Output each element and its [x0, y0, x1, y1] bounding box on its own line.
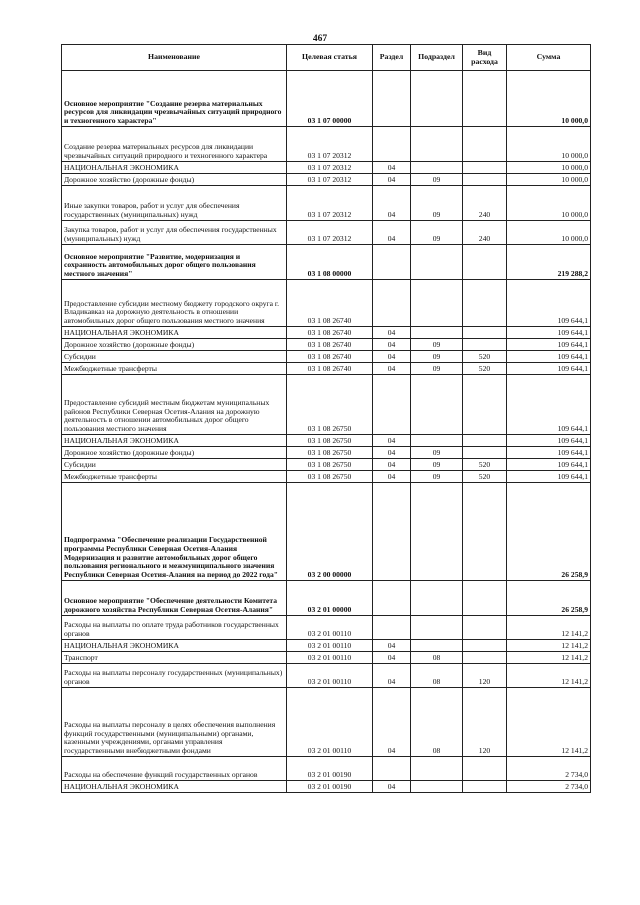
- cell-name: Субсидии: [62, 459, 287, 471]
- cell-subsection: 08: [411, 664, 463, 688]
- cell-target-code: 03 2 01 00110: [287, 664, 373, 688]
- cell-subsection: [411, 127, 463, 162]
- cell-subsection: [411, 71, 463, 127]
- cell-expense-type: [463, 71, 507, 127]
- cell-section: 04: [373, 781, 411, 793]
- cell-name: Межбюджетные трансферты: [62, 471, 287, 483]
- cell-section: 04: [373, 351, 411, 363]
- cell-section: [373, 280, 411, 327]
- cell-expense-type: 240: [463, 186, 507, 221]
- cell-subsection: [411, 483, 463, 581]
- cell-expense-type: 520: [463, 471, 507, 483]
- cell-sum: 10 000,0: [507, 186, 591, 221]
- cell-sum: 109 644,1: [507, 351, 591, 363]
- table-row: [62, 71, 591, 127]
- cell-expense-type: [463, 280, 507, 327]
- cell-target-code: 03 1 08 26750: [287, 447, 373, 459]
- cell-subsection: 08: [411, 688, 463, 757]
- table-row: [62, 447, 591, 459]
- cell-target-code: 03 2 01 00000: [287, 581, 373, 616]
- table-row: [62, 375, 591, 435]
- cell-name: Дорожное хозяйство (дорожные фонды): [62, 174, 287, 186]
- cell-subsection: [411, 245, 463, 280]
- header-name: Наименование: [62, 45, 287, 71]
- table-row: [62, 781, 591, 793]
- cell-sum: 10 000,0: [507, 221, 591, 245]
- cell-section: 04: [373, 339, 411, 351]
- cell-name: НАЦИОНАЛЬНАЯ ЭКОНОМИКА: [62, 435, 287, 447]
- cell-section: 04: [373, 471, 411, 483]
- cell-name: НАЦИОНАЛЬНАЯ ЭКОНОМИКА: [62, 640, 287, 652]
- cell-name: Основное мероприятие "Обеспечение деятельности Комитета дорожного хозяйства Республики Северная Осетия-Алания": [62, 581, 287, 616]
- cell-subsection: 09: [411, 471, 463, 483]
- table-row: [62, 616, 591, 640]
- cell-sum: 26 258,9: [507, 581, 591, 616]
- cell-expense-type: [463, 174, 507, 186]
- cell-section: [373, 375, 411, 435]
- cell-expense-type: [463, 652, 507, 664]
- cell-name: Расходы на выплаты персоналу государственных (муниципальных) органов: [62, 664, 287, 688]
- cell-section: 04: [373, 162, 411, 174]
- header-code: Целевая статья: [287, 45, 373, 71]
- cell-sum: 10 000,0: [507, 174, 591, 186]
- cell-subsection: 09: [411, 174, 463, 186]
- cell-sum: 10 000,0: [507, 127, 591, 162]
- table-row: [62, 581, 591, 616]
- cell-target-code: 03 1 08 26740: [287, 327, 373, 339]
- cell-target-code: 03 1 08 26740: [287, 363, 373, 375]
- table-row: [62, 174, 591, 186]
- cell-section: 04: [373, 664, 411, 688]
- cell-sum: 109 644,1: [507, 280, 591, 327]
- cell-subsection: 09: [411, 447, 463, 459]
- cell-target-code: 03 1 07 20312: [287, 162, 373, 174]
- table-row: [62, 327, 591, 339]
- cell-expense-type: [463, 447, 507, 459]
- cell-sum: 219 288,2: [507, 245, 591, 280]
- cell-section: 04: [373, 435, 411, 447]
- cell-sum: 12 141,2: [507, 640, 591, 652]
- header-subsection: Подраздел: [411, 45, 463, 71]
- page-number: 467: [312, 34, 328, 44]
- cell-sum: 10 000,0: [507, 71, 591, 127]
- table-row: [62, 127, 591, 162]
- cell-section: 04: [373, 221, 411, 245]
- cell-section: 04: [373, 186, 411, 221]
- cell-target-code: 03 1 08 26750: [287, 471, 373, 483]
- cell-name: НАЦИОНАЛЬНАЯ ЭКОНОМИКА: [62, 162, 287, 174]
- cell-expense-type: [463, 581, 507, 616]
- cell-name: Создание резерва материальных ресурсов для ликвидации чрезвычайных ситуаций природного и техногенного характера: [62, 127, 287, 162]
- cell-expense-type: [463, 339, 507, 351]
- cell-name: Предоставление субсидий местным бюджетам муниципальных районов Республики Северная Осетия-Алания на дорожную деятельность в отношении автомобильных дорог общего пользования местного значения: [62, 375, 287, 435]
- cell-expense-type: [463, 127, 507, 162]
- table-row: [62, 459, 591, 471]
- cell-expense-type: [463, 483, 507, 581]
- cell-subsection: [411, 327, 463, 339]
- header-row: [62, 45, 591, 71]
- cell-section: 04: [373, 688, 411, 757]
- cell-sum: 109 644,1: [507, 447, 591, 459]
- cell-subsection: [411, 581, 463, 616]
- cell-expense-type: [463, 435, 507, 447]
- table-row: [62, 351, 591, 363]
- cell-name: НАЦИОНАЛЬНАЯ ЭКОНОМИКА: [62, 327, 287, 339]
- cell-sum: 109 644,1: [507, 435, 591, 447]
- cell-section: [373, 245, 411, 280]
- cell-target-code: 03 2 01 00110: [287, 652, 373, 664]
- cell-subsection: [411, 280, 463, 327]
- table-row: [62, 652, 591, 664]
- table-row: [62, 435, 591, 447]
- table-row: [62, 471, 591, 483]
- cell-subsection: 09: [411, 186, 463, 221]
- table-row: [62, 162, 591, 174]
- cell-target-code: 03 2 01 00190: [287, 757, 373, 781]
- cell-target-code: 03 1 07 00000: [287, 71, 373, 127]
- cell-section: [373, 581, 411, 616]
- cell-sum: 109 644,1: [507, 339, 591, 351]
- table-body: [62, 71, 591, 793]
- cell-subsection: 09: [411, 339, 463, 351]
- table-row: [62, 245, 591, 280]
- cell-expense-type: 240: [463, 221, 507, 245]
- header-section: Раздел: [373, 45, 411, 71]
- cell-section: [373, 127, 411, 162]
- cell-target-code: 03 1 08 26740: [287, 280, 373, 327]
- cell-expense-type: [463, 375, 507, 435]
- cell-expense-type: [463, 245, 507, 280]
- cell-section: [373, 616, 411, 640]
- cell-section: [373, 71, 411, 127]
- cell-sum: 12 141,2: [507, 664, 591, 688]
- cell-name: Дорожное хозяйство (дорожные фонды): [62, 447, 287, 459]
- cell-subsection: [411, 640, 463, 652]
- cell-expense-type: 520: [463, 459, 507, 471]
- cell-expense-type: [463, 616, 507, 640]
- cell-sum: 2 734,0: [507, 757, 591, 781]
- cell-target-code: 03 2 01 00110: [287, 640, 373, 652]
- cell-target-code: 03 2 01 00110: [287, 688, 373, 757]
- cell-expense-type: [463, 327, 507, 339]
- cell-target-code: 03 1 07 20312: [287, 174, 373, 186]
- table-row: [62, 221, 591, 245]
- table-row: [62, 280, 591, 327]
- cell-section: 04: [373, 447, 411, 459]
- cell-sum: 10 000,0: [507, 162, 591, 174]
- cell-sum: 109 644,1: [507, 375, 591, 435]
- cell-sum: 109 644,1: [507, 327, 591, 339]
- cell-section: 04: [373, 363, 411, 375]
- cell-sum: 12 141,2: [507, 616, 591, 640]
- cell-sum: 109 644,1: [507, 363, 591, 375]
- cell-target-code: 03 1 07 20312: [287, 186, 373, 221]
- cell-subsection: 09: [411, 459, 463, 471]
- cell-expense-type: [463, 640, 507, 652]
- cell-section: [373, 757, 411, 781]
- cell-name: Расходы на выплаты по оплате труда работников государственных органов: [62, 616, 287, 640]
- table-row: [62, 640, 591, 652]
- table-row: [62, 186, 591, 221]
- cell-target-code: 03 1 07 20312: [287, 127, 373, 162]
- cell-subsection: 09: [411, 221, 463, 245]
- cell-name: Дорожное хозяйство (дорожные фонды): [62, 339, 287, 351]
- table-header: [62, 45, 591, 71]
- table-row: [62, 688, 591, 757]
- cell-target-code: 03 1 08 26750: [287, 435, 373, 447]
- cell-subsection: [411, 162, 463, 174]
- cell-name: Предоставление субсидии местному бюджету городского округа г. Владикавказ на дорожную деятельность в отношении автомобильных дорог общего пользования местного значения: [62, 280, 287, 327]
- cell-section: 04: [373, 327, 411, 339]
- cell-sum: 12 141,2: [507, 652, 591, 664]
- cell-name: НАЦИОНАЛЬНАЯ ЭКОНОМИКА: [62, 781, 287, 793]
- cell-target-code: 03 1 08 00000: [287, 245, 373, 280]
- cell-target-code: 03 1 08 26750: [287, 375, 373, 435]
- cell-target-code: 03 1 08 26740: [287, 351, 373, 363]
- cell-section: 04: [373, 652, 411, 664]
- cell-subsection: 09: [411, 363, 463, 375]
- cell-name: Закупка товаров, работ и услуг для обеспечения государственных (муниципальных) нужд: [62, 221, 287, 245]
- cell-section: 04: [373, 174, 411, 186]
- cell-sum: 2 734,0: [507, 781, 591, 793]
- cell-expense-type: 120: [463, 688, 507, 757]
- table-row: [62, 757, 591, 781]
- cell-section: 04: [373, 640, 411, 652]
- cell-expense-type: [463, 781, 507, 793]
- cell-name: Основное мероприятие "Развитие, модернизация и сохранность автомобильных дорог общего пользования местного значения": [62, 245, 287, 280]
- cell-sum: 12 141,2: [507, 688, 591, 757]
- cell-subsection: [411, 616, 463, 640]
- cell-name: Транспорт: [62, 652, 287, 664]
- cell-target-code: 03 1 08 26740: [287, 339, 373, 351]
- cell-section: 04: [373, 459, 411, 471]
- cell-target-code: 03 1 08 26750: [287, 459, 373, 471]
- cell-name: Иные закупки товаров, работ и услуг для обеспечения государственных (муниципальных) нужд: [62, 186, 287, 221]
- cell-name: Подпрограмма "Обеспечение реализации Государственной программы Республики Северная Осетия-Алания Модернизация и развитие автомобильных дорог общего пользования регионального и межмуниципального значения Республики Северная Осетия-Алания на период до 2022 года": [62, 483, 287, 581]
- cell-expense-type: 520: [463, 351, 507, 363]
- cell-name: Основное мероприятие "Создание резерва материальных ресурсов для ликвидации чрезвычайных ситуаций природного и техногенного характера": [62, 71, 287, 127]
- table-row: [62, 363, 591, 375]
- table-row: [62, 664, 591, 688]
- cell-name: Расходы на обеспечение функций государственных органов: [62, 757, 287, 781]
- cell-target-code: 03 2 01 00110: [287, 616, 373, 640]
- cell-subsection: [411, 781, 463, 793]
- cell-name: Расходы на выплаты персоналу в целях обеспечения выполнения функций государственными (муниципальными) органами, казенными учреждениями, органами управления государственными внебюджетными фондами: [62, 688, 287, 757]
- header-expense-type: Вид расхода: [463, 45, 507, 71]
- cell-subsection: 09: [411, 351, 463, 363]
- cell-sum: 26 258,9: [507, 483, 591, 581]
- cell-sum: 109 644,1: [507, 471, 591, 483]
- cell-subsection: [411, 435, 463, 447]
- cell-expense-type: [463, 162, 507, 174]
- table-row: [62, 483, 591, 581]
- cell-expense-type: 520: [463, 363, 507, 375]
- cell-target-code: 03 2 00 00000: [287, 483, 373, 581]
- cell-expense-type: 120: [463, 664, 507, 688]
- table-row: [62, 339, 591, 351]
- header-sum: Сумма: [507, 45, 591, 71]
- cell-name: Субсидии: [62, 351, 287, 363]
- cell-target-code: 03 2 01 00190: [287, 781, 373, 793]
- cell-subsection: [411, 757, 463, 781]
- cell-target-code: 03 1 07 20312: [287, 221, 373, 245]
- cell-subsection: 08: [411, 652, 463, 664]
- cell-name: Межбюджетные трансферты: [62, 363, 287, 375]
- cell-section: [373, 483, 411, 581]
- cell-sum: 109 644,1: [507, 459, 591, 471]
- cell-expense-type: [463, 757, 507, 781]
- cell-subsection: [411, 375, 463, 435]
- budget-table: [61, 44, 591, 793]
